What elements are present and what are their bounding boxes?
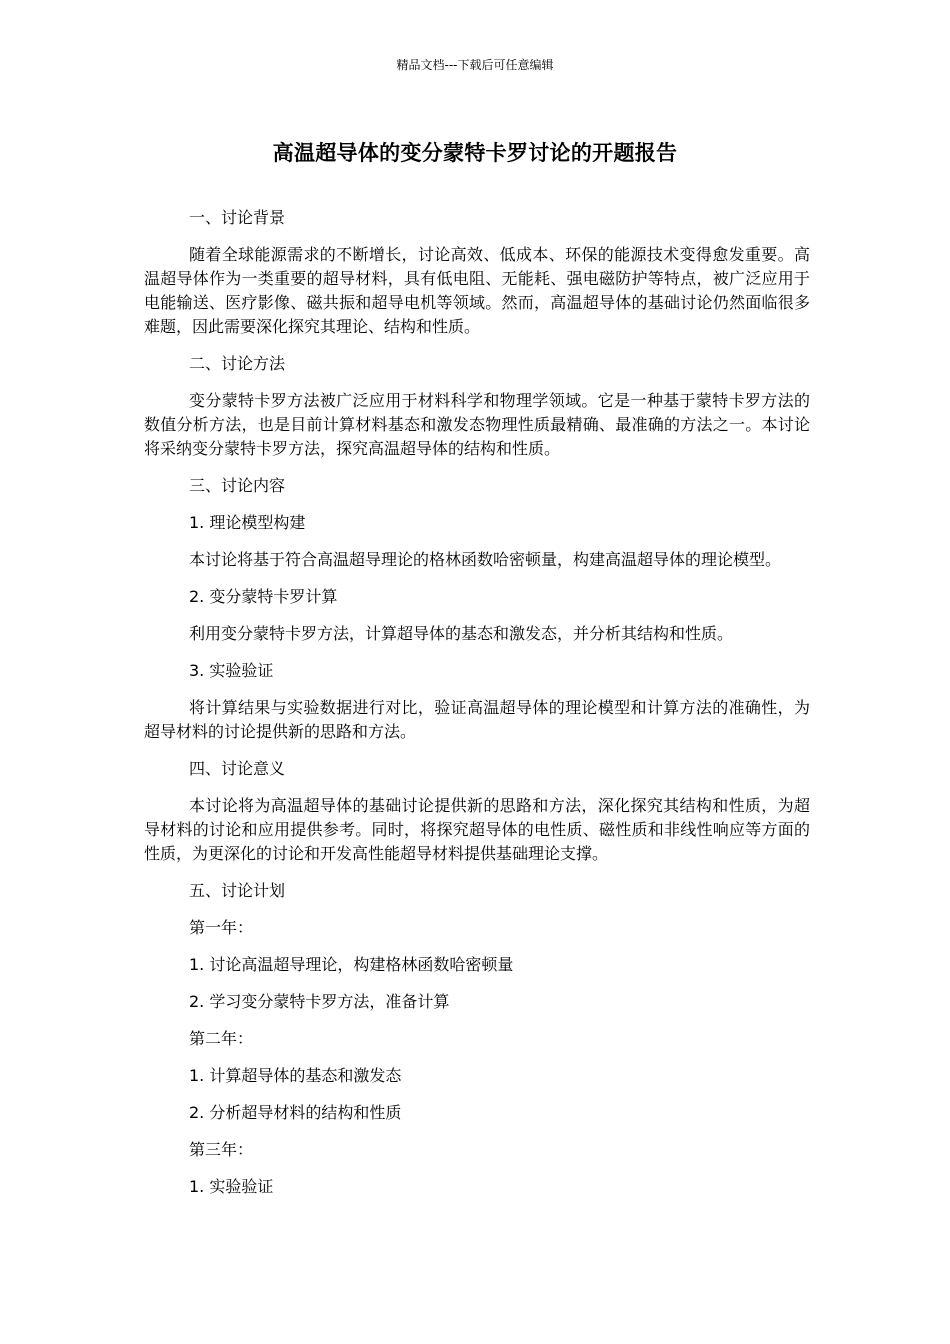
document-title: 高温超导体的变分蒙特卡罗讨论的开题报告 bbox=[272, 141, 678, 165]
section-heading-method: 二、讨论方法 bbox=[189, 354, 286, 373]
paragraph-method: 变分蒙特卡罗方法被广泛应用于材料科学和物理学领域。它是一种基于蒙特卡罗方法的数值分析方法，也是目前计算材料基态和激发态物理性质最精确、最准确的方法之一。本讨论将采纳变分蒙特卡罗方法，探究高温超导体的结构和性质。 bbox=[144, 391, 810, 458]
paragraph-verification: 将计算结果与实验数据进行对比，验证高温超导体的理论模型和计算方法的准确性，为超导材料的讨论提供新的思路和方法。 bbox=[144, 698, 810, 741]
plan-year-one: 第一年： bbox=[189, 918, 254, 937]
subheading-verification: 3. 实验验证 bbox=[189, 661, 274, 680]
plan-year-two: 第二年： bbox=[189, 1029, 254, 1048]
paragraph-calculation: 利用变分蒙特卡罗方法，计算超导体的基态和激发态，并分析其结构和性质。 bbox=[189, 624, 734, 643]
plan-item: 2. 分析超导材料的结构和性质 bbox=[189, 1103, 402, 1122]
section-heading-significance: 四、讨论意义 bbox=[189, 759, 286, 778]
plan-item: 1. 计算超导体的基态和激发态 bbox=[189, 1066, 402, 1085]
paragraph-significance: 本讨论将为高温超导体的基础讨论提供新的思路和方法，深化探究其结构和性质，为超导材料的讨论和应用提供参考。同时，将探究超导体的电性质、磁性质和非线性响应等方面的性质，为更深化的讨论和开发高性能超导材料提供基础理论支撑。 bbox=[144, 796, 810, 863]
plan-item: 1. 讨论高温超导理论，构建格林函数哈密顿量 bbox=[189, 955, 514, 974]
paragraph-model: 本讨论将基于符合高温超导理论的格林函数哈密顿量，构建高温超导体的理论模型。 bbox=[189, 550, 782, 569]
plan-year-three: 第三年： bbox=[189, 1140, 254, 1159]
plan-item: 2. 学习变分蒙特卡罗方法，准备计算 bbox=[189, 992, 450, 1011]
section-heading-content: 三、讨论内容 bbox=[189, 476, 286, 495]
paragraph-background: 随着全球能源需求的不断增长，讨论高效、低成本、环保的能源技术变得愈发重要。高温超导体作为一类重要的超导材料，具有低电阻、无能耗、强电磁防护等特点，被广泛应用于电能输送、医疗影像、磁共振和超导电机等领域。然而，高温超导体的基础讨论仍然面临很多难题，因此需要深化探究其理论、结构和性质。 bbox=[144, 245, 810, 336]
page-header: 精品文档---下载后可任意编辑 bbox=[396, 58, 554, 72]
section-heading-plan: 五、讨论计划 bbox=[189, 881, 286, 900]
subheading-model: 1. 理论模型构建 bbox=[189, 513, 306, 532]
subheading-calculation: 2. 变分蒙特卡罗计算 bbox=[189, 587, 338, 606]
document-body bbox=[144, 206, 810, 1212]
section-heading-background: 一、讨论背景 bbox=[189, 208, 286, 227]
plan-item: 1. 实验验证 bbox=[189, 1177, 274, 1196]
